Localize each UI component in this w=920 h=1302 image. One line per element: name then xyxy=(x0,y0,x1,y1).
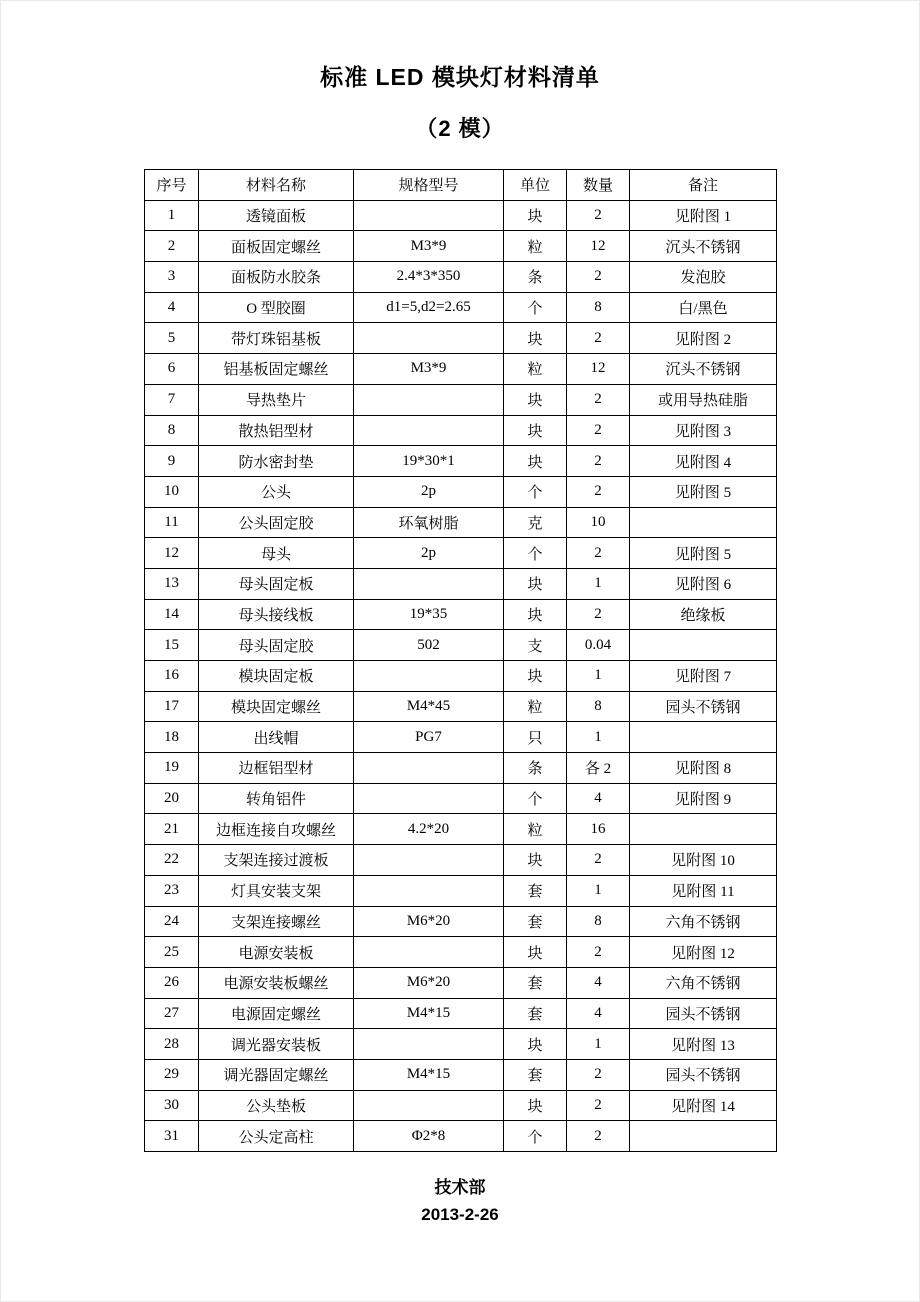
column-header: 材料名称 xyxy=(199,170,354,201)
table-cell: 29 xyxy=(145,1059,199,1090)
table-cell: 粒 xyxy=(504,231,567,262)
table-row xyxy=(145,1029,777,1060)
table-row xyxy=(145,967,777,998)
footer-date: 2013-2-26 xyxy=(421,1205,499,1225)
table-cell: 母头接线板 xyxy=(199,599,354,630)
table-cell xyxy=(354,1029,504,1060)
table-cell: 1 xyxy=(145,200,199,231)
table-row xyxy=(145,1121,777,1152)
table-cell: 见附图 2 xyxy=(630,323,777,354)
table-cell: 见附图 14 xyxy=(630,1090,777,1121)
table-row xyxy=(145,262,777,293)
table-row xyxy=(145,937,777,968)
table-cell: 沉头不锈钢 xyxy=(630,354,777,385)
table-cell: 19*35 xyxy=(354,599,504,630)
table-cell: 母头固定胶 xyxy=(199,630,354,661)
table-cell xyxy=(354,753,504,784)
table-cell: 发泡胶 xyxy=(630,262,777,293)
table-cell: 2 xyxy=(567,1121,630,1152)
table-cell: 2p xyxy=(354,538,504,569)
table-cell: 0.04 xyxy=(567,630,630,661)
table-cell: 块 xyxy=(504,446,567,477)
table-cell: 母头固定板 xyxy=(199,568,354,599)
table-cell: 只 xyxy=(504,722,567,753)
table-row xyxy=(145,753,777,784)
table-cell: 21 xyxy=(145,814,199,845)
table-cell: 25 xyxy=(145,937,199,968)
table-cell: 3 xyxy=(145,262,199,293)
table-row xyxy=(145,292,777,323)
table-cell: 个 xyxy=(504,783,567,814)
table-cell: 支 xyxy=(504,630,567,661)
table-cell: 19*30*1 xyxy=(354,446,504,477)
table-header-row xyxy=(145,170,777,201)
table-cell: 支架连接过渡板 xyxy=(199,845,354,876)
table-cell: 18 xyxy=(145,722,199,753)
table-cell: 套 xyxy=(504,1059,567,1090)
table-cell: 7 xyxy=(145,384,199,415)
table-row xyxy=(145,599,777,630)
table-cell: 透镜面板 xyxy=(199,200,354,231)
column-header: 数量 xyxy=(567,170,630,201)
table-cell: 2 xyxy=(567,845,630,876)
table-cell: 1 xyxy=(567,875,630,906)
table-cell: 见附图 5 xyxy=(630,476,777,507)
table-cell: 8 xyxy=(567,906,630,937)
table-cell: 导热垫片 xyxy=(199,384,354,415)
table-cell: 2 xyxy=(145,231,199,262)
table-row xyxy=(145,661,777,692)
column-header: 序号 xyxy=(145,170,199,201)
table-cell: 13 xyxy=(145,568,199,599)
table-cell xyxy=(354,937,504,968)
table-body xyxy=(145,200,777,1151)
table-cell: 8 xyxy=(567,292,630,323)
table-cell: 2 xyxy=(567,384,630,415)
table-cell: 个 xyxy=(504,538,567,569)
table-cell: 块 xyxy=(504,323,567,354)
table-row xyxy=(145,384,777,415)
table-row xyxy=(145,200,777,231)
table-cell: 2 xyxy=(567,1059,630,1090)
table-cell: 2 xyxy=(567,200,630,231)
table-cell: 见附图 13 xyxy=(630,1029,777,1060)
table-cell: 8 xyxy=(567,691,630,722)
table-cell: d1=5,d2=2.65 xyxy=(354,292,504,323)
table-cell: 条 xyxy=(504,753,567,784)
table-cell: 见附图 3 xyxy=(630,415,777,446)
table-row xyxy=(145,691,777,722)
table-cell: 17 xyxy=(145,691,199,722)
table-cell: 见附图 4 xyxy=(630,446,777,477)
materials-table xyxy=(144,169,777,1152)
table-row xyxy=(145,323,777,354)
table-cell: 8 xyxy=(145,415,199,446)
table-cell: 条 xyxy=(504,262,567,293)
table-cell: 4.2*20 xyxy=(354,814,504,845)
table-cell: 20 xyxy=(145,783,199,814)
table-cell: M6*20 xyxy=(354,906,504,937)
table-cell: 30 xyxy=(145,1090,199,1121)
table-cell: 公头定高柱 xyxy=(199,1121,354,1152)
footer-department: 技术部 xyxy=(434,1178,486,1197)
table-cell: 4 xyxy=(567,783,630,814)
table-row xyxy=(145,446,777,477)
table-cell: 园头不锈钢 xyxy=(630,1059,777,1090)
table-cell: 个 xyxy=(504,1121,567,1152)
table-cell xyxy=(354,384,504,415)
table-row xyxy=(145,875,777,906)
table-cell: 见附图 6 xyxy=(630,568,777,599)
table-row xyxy=(145,507,777,538)
table-cell: 502 xyxy=(354,630,504,661)
table-cell xyxy=(354,1090,504,1121)
table-cell xyxy=(630,1121,777,1152)
table-cell xyxy=(630,814,777,845)
table-cell: 母头 xyxy=(199,538,354,569)
table-cell: 4 xyxy=(145,292,199,323)
table-cell: 块 xyxy=(504,568,567,599)
table-cell: 2 xyxy=(567,599,630,630)
table-cell: Φ2*8 xyxy=(354,1121,504,1152)
document-footer xyxy=(1,1174,919,1228)
table-cell xyxy=(354,415,504,446)
table-cell: 16 xyxy=(145,661,199,692)
table-cell: 4 xyxy=(567,998,630,1029)
table-cell: 见附图 10 xyxy=(630,845,777,876)
table-cell: 见附图 9 xyxy=(630,783,777,814)
table-cell: 1 xyxy=(567,661,630,692)
table-cell: 电源固定螺丝 xyxy=(199,998,354,1029)
table-cell: 1 xyxy=(567,568,630,599)
table-cell: 套 xyxy=(504,875,567,906)
table-cell xyxy=(354,875,504,906)
table-cell: 26 xyxy=(145,967,199,998)
table-cell: 1 xyxy=(567,722,630,753)
table-cell: 23 xyxy=(145,875,199,906)
table-cell xyxy=(354,568,504,599)
table-cell: 电源安装板 xyxy=(199,937,354,968)
table-cell: 2 xyxy=(567,476,630,507)
table-cell: 10 xyxy=(567,507,630,538)
table-cell: 公头垫板 xyxy=(199,1090,354,1121)
table-cell: 各 2 xyxy=(567,753,630,784)
table-cell: 或用导热硅脂 xyxy=(630,384,777,415)
table-cell: 2 xyxy=(567,1090,630,1121)
table-row xyxy=(145,1059,777,1090)
table-cell: M3*9 xyxy=(354,231,504,262)
table-cell: 块 xyxy=(504,661,567,692)
table-cell: 六角不锈钢 xyxy=(630,906,777,937)
table-cell: 粒 xyxy=(504,691,567,722)
table-cell: 块 xyxy=(504,599,567,630)
table-cell: 绝缘板 xyxy=(630,599,777,630)
table-cell: 12 xyxy=(567,354,630,385)
table-cell: 6 xyxy=(145,354,199,385)
table-cell: 套 xyxy=(504,998,567,1029)
table-cell: 2 xyxy=(567,415,630,446)
table-cell: M4*45 xyxy=(354,691,504,722)
table-cell: 调光器固定螺丝 xyxy=(199,1059,354,1090)
table-row xyxy=(145,354,777,385)
table-cell xyxy=(354,845,504,876)
table-cell: 16 xyxy=(567,814,630,845)
table-cell: 见附图 12 xyxy=(630,937,777,968)
table-cell: 块 xyxy=(504,200,567,231)
table-row xyxy=(145,415,777,446)
table-cell: 转角铝件 xyxy=(199,783,354,814)
table-cell: 套 xyxy=(504,967,567,998)
table-cell: 粒 xyxy=(504,814,567,845)
table-cell: 见附图 8 xyxy=(630,753,777,784)
table-cell: 铝基板固定螺丝 xyxy=(199,354,354,385)
table-cell: 散热铝型材 xyxy=(199,415,354,446)
table-cell: 31 xyxy=(145,1121,199,1152)
table-cell: 电源安装板螺丝 xyxy=(199,967,354,998)
table-cell: 公头 xyxy=(199,476,354,507)
table-cell: 克 xyxy=(504,507,567,538)
table-cell xyxy=(630,630,777,661)
table-row xyxy=(145,476,777,507)
table-cell xyxy=(354,661,504,692)
table-cell: 边框铝型材 xyxy=(199,753,354,784)
table-row xyxy=(145,998,777,1029)
table-row xyxy=(145,538,777,569)
table-cell: 11 xyxy=(145,507,199,538)
table-cell: 六角不锈钢 xyxy=(630,967,777,998)
table-cell: 环氧树脂 xyxy=(354,507,504,538)
table-cell xyxy=(630,722,777,753)
table-cell: 10 xyxy=(145,476,199,507)
table-cell: O 型胶圈 xyxy=(199,292,354,323)
table-row xyxy=(145,630,777,661)
table-cell: 块 xyxy=(504,1029,567,1060)
table-cell: 块 xyxy=(504,1090,567,1121)
table-cell: 防水密封垫 xyxy=(199,446,354,477)
table-cell: 19 xyxy=(145,753,199,784)
table-cell: M6*20 xyxy=(354,967,504,998)
table-cell: 2 xyxy=(567,262,630,293)
table-cell: PG7 xyxy=(354,722,504,753)
table-cell: 27 xyxy=(145,998,199,1029)
page-title: 标准 LED 模块灯材料清单 xyxy=(320,64,600,90)
table-cell: 12 xyxy=(567,231,630,262)
table-row xyxy=(145,906,777,937)
table-cell: M4*15 xyxy=(354,1059,504,1090)
table-cell: 白/黑色 xyxy=(630,292,777,323)
table-cell: 1 xyxy=(567,1029,630,1060)
table-cell: 5 xyxy=(145,323,199,354)
table-cell xyxy=(354,323,504,354)
table-cell: 2 xyxy=(567,937,630,968)
table-cell: 块 xyxy=(504,415,567,446)
table-row xyxy=(145,814,777,845)
table-cell: 24 xyxy=(145,906,199,937)
page-subtitle: （2 模） xyxy=(415,116,505,141)
table-cell: 9 xyxy=(145,446,199,477)
table-cell xyxy=(354,783,504,814)
table-cell: 个 xyxy=(504,476,567,507)
table-cell: 沉头不锈钢 xyxy=(630,231,777,262)
table-row xyxy=(145,231,777,262)
table-cell: 4 xyxy=(567,967,630,998)
table-cell: 块 xyxy=(504,384,567,415)
table-row xyxy=(145,845,777,876)
table-cell: 2p xyxy=(354,476,504,507)
table-cell: 园头不锈钢 xyxy=(630,691,777,722)
table-cell xyxy=(354,200,504,231)
table-cell: 2 xyxy=(567,446,630,477)
table-cell: 套 xyxy=(504,906,567,937)
table-cell: 支架连接螺丝 xyxy=(199,906,354,937)
table-cell: 边框连接自攻螺丝 xyxy=(199,814,354,845)
table-row xyxy=(145,1090,777,1121)
table-cell: 15 xyxy=(145,630,199,661)
table-cell: 22 xyxy=(145,845,199,876)
table-cell: 见附图 1 xyxy=(630,200,777,231)
table-cell: 面板防水胶条 xyxy=(199,262,354,293)
table-cell: 14 xyxy=(145,599,199,630)
table-cell: 见附图 11 xyxy=(630,875,777,906)
table-cell: M4*15 xyxy=(354,998,504,1029)
column-header: 规格型号 xyxy=(354,170,504,201)
table-cell: 块 xyxy=(504,845,567,876)
table-cell xyxy=(630,507,777,538)
table-cell: M3*9 xyxy=(354,354,504,385)
table-cell: 灯具安装支架 xyxy=(199,875,354,906)
table-cell: 出线帽 xyxy=(199,722,354,753)
table-cell: 12 xyxy=(145,538,199,569)
table-cell: 见附图 7 xyxy=(630,661,777,692)
table-cell: 面板固定螺丝 xyxy=(199,231,354,262)
table-cell: 见附图 5 xyxy=(630,538,777,569)
table-cell: 粒 xyxy=(504,354,567,385)
table-cell: 2 xyxy=(567,538,630,569)
table-cell: 公头固定胶 xyxy=(199,507,354,538)
table-row xyxy=(145,722,777,753)
table-cell: 2 xyxy=(567,323,630,354)
table-cell: 2.4*3*350 xyxy=(354,262,504,293)
table-cell: 28 xyxy=(145,1029,199,1060)
table-cell: 块 xyxy=(504,937,567,968)
table-cell: 模块固定螺丝 xyxy=(199,691,354,722)
table-cell: 调光器安装板 xyxy=(199,1029,354,1060)
table-cell: 园头不锈钢 xyxy=(630,998,777,1029)
table-row xyxy=(145,568,777,599)
column-header: 单位 xyxy=(504,170,567,201)
table-cell: 带灯珠铝基板 xyxy=(199,323,354,354)
table-cell: 模块固定板 xyxy=(199,661,354,692)
column-header: 备注 xyxy=(630,170,777,201)
table-row xyxy=(145,783,777,814)
table-cell: 个 xyxy=(504,292,567,323)
